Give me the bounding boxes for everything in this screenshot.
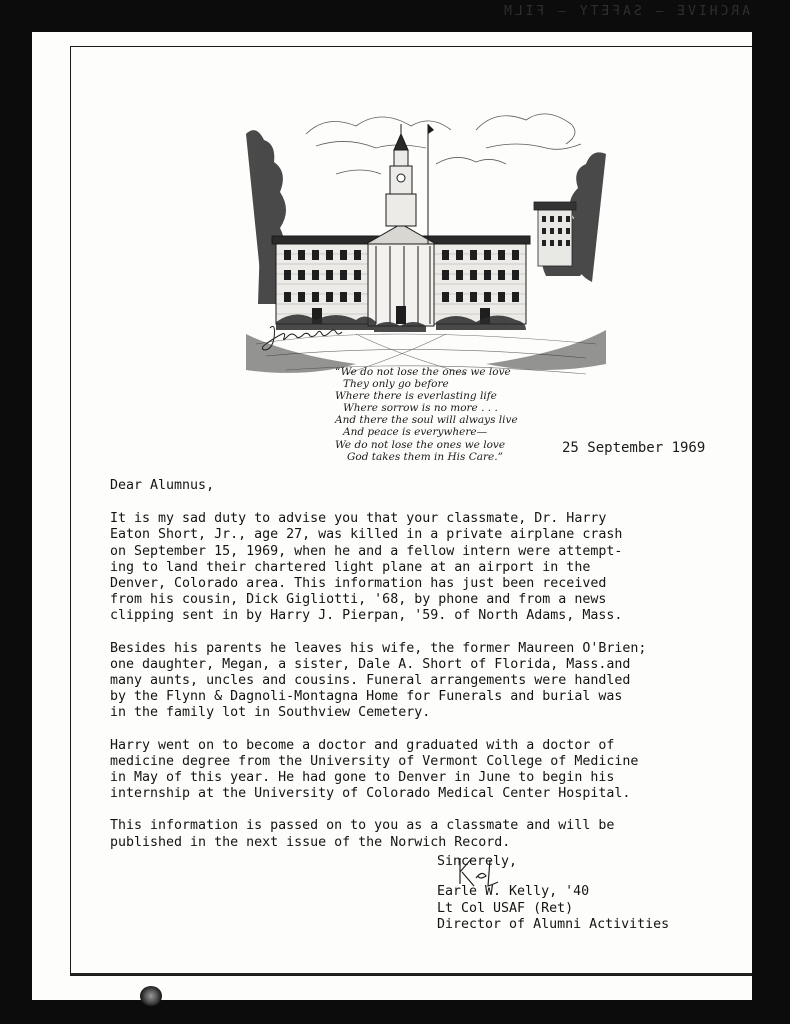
letter-line: This information is passed on to you as a classmate and will be bbox=[110, 818, 615, 834]
letter-line: internship at the University of Colorado Medical Center Hospital. bbox=[110, 786, 631, 802]
film-edge-mirrored-text: ARCHIVE — SAFETY — FILM bbox=[500, 4, 750, 19]
poem-line: Where there is everlasting life bbox=[335, 390, 497, 403]
letter-line: medicine degree from the University of Vermont College of Medicine bbox=[110, 753, 639, 769]
letter-page bbox=[32, 32, 772, 1000]
letter-line: many aunts, uncles and cousins. Funeral arrangements were handled bbox=[110, 673, 631, 689]
letter-line: clipping sent in by Harry J. Pierpan, '59. of North Adams, Mass. bbox=[110, 608, 623, 624]
poem-line: We do not lose the ones we love bbox=[335, 438, 506, 451]
poem-line: “We do not lose the ones we love bbox=[335, 366, 511, 378]
signer-rank: Lt Col USAF (Ret) bbox=[437, 900, 574, 916]
letter-line: from his cousin, Dick Gigliotti, '68, by phone and from a news bbox=[110, 592, 607, 608]
poem-line: They only go before bbox=[343, 378, 449, 391]
letter-date: 25 September 1969 bbox=[562, 440, 706, 456]
letter-line: It is my sad duty to advise you that your classmate, Dr. Harry bbox=[110, 511, 607, 527]
poem-line: And there the soul will always live bbox=[335, 414, 518, 427]
signer-name: Earle W. Kelly, '40 bbox=[437, 884, 590, 900]
letter-line: Eaton Short, Jr., age 27, was killed in a private airplane crash bbox=[110, 527, 623, 543]
letter-body bbox=[110, 478, 750, 867]
artist-signature-scribble bbox=[260, 320, 360, 360]
poem-line: God takes them in His Care.” bbox=[347, 450, 503, 463]
poem-line: Where sorrow is no more . . . bbox=[343, 402, 498, 415]
letter-line: ing to land their chartered light plane at an airport in the bbox=[110, 559, 591, 575]
letter-line: by the Flynn & Dagnoli-Montagna Home for Funerals and burial was bbox=[110, 689, 623, 705]
film-edge-right bbox=[752, 32, 772, 1000]
film-punch-hole bbox=[140, 986, 162, 1006]
letter-line: one daughter, Megan, a sister, Dale A. Short of Florida, Mass.and bbox=[110, 656, 631, 672]
signer-title: Director of Alumni Activities bbox=[437, 917, 670, 933]
page-border-bottom bbox=[70, 973, 760, 975]
letter-line: Besides his parents he leaves his wife, the former Maureen O'Brien; bbox=[110, 640, 647, 656]
film-edge-bottom bbox=[0, 1000, 790, 1024]
letter-paragraph bbox=[110, 511, 750, 624]
handwritten-initials-signature bbox=[454, 852, 514, 892]
letter-closing: Sincerely, bbox=[437, 854, 518, 869]
letter-line: published in the next issue of the Norwich Record. bbox=[110, 834, 511, 850]
letter-paragraph bbox=[110, 641, 750, 722]
letter-paragraph bbox=[110, 738, 750, 803]
poem-line: And peace is everywhere— bbox=[343, 426, 488, 439]
letter-line: Harry went on to become a doctor and graduated with a doctor of bbox=[110, 737, 615, 753]
letter-line: on September 15, 1969, when he and a fellow intern were attempt- bbox=[110, 543, 623, 559]
memorial-poem bbox=[335, 366, 585, 463]
film-edge-top bbox=[0, 0, 790, 32]
letter-greeting: Dear Alumnus, bbox=[110, 478, 215, 493]
letter-line: in May of this year. He had gone to Denver in June to begin his bbox=[110, 770, 615, 786]
letter-paragraph bbox=[110, 818, 750, 850]
letter-line: in the family lot in Southview Cemetery. bbox=[110, 705, 431, 721]
letter-line: Denver, Colorado area. This information has just been received bbox=[110, 576, 607, 592]
